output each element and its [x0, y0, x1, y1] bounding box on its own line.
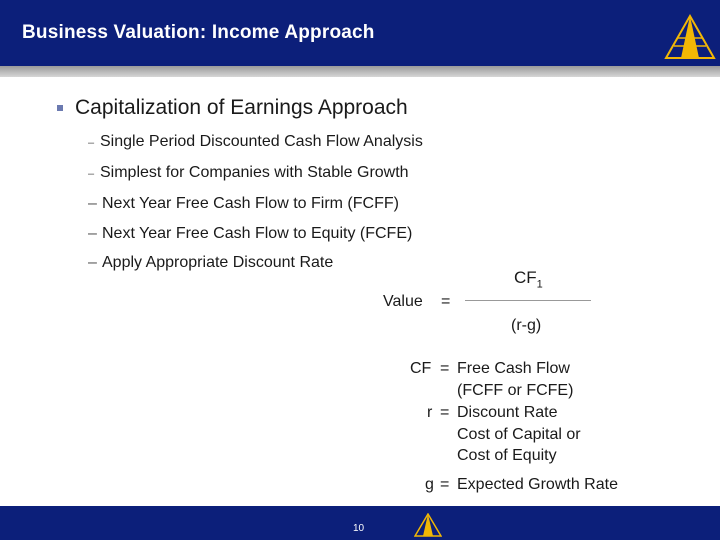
dash-mark: –	[88, 195, 97, 212]
formula-numerator: $CF_1$	[514, 268, 543, 291]
title-bar	[0, 0, 720, 66]
dash-mark: –	[88, 137, 95, 149]
list-item-text: Simplest for Companies with Stable Growth	[100, 164, 409, 181]
bullet-square-icon	[57, 105, 63, 111]
list-item-text: Next Year Free Cash Flow to Firm (FCFF)	[102, 195, 399, 212]
page-number: 10	[353, 523, 365, 534]
definition-equals: =	[440, 476, 450, 493]
main-bullet-text: Capitalization of Earnings Approach	[75, 96, 408, 119]
list-item-text: Single Period Discounted Cash Flow Analysis	[100, 133, 423, 150]
definition-text: Cost of Equity	[457, 447, 557, 464]
list-item-text: Apply Appropriate Discount Rate	[102, 254, 334, 271]
header-divider	[0, 66, 720, 77]
definition-equals: =	[440, 404, 450, 421]
footer-logo-icon	[414, 513, 442, 537]
definition-text: Discount Rate	[457, 404, 558, 421]
list-item-text: Next Year Free Cash Flow to Equity (FCFE)	[102, 225, 413, 242]
formula-denominator: (r-g)	[511, 317, 542, 334]
company-logo-icon	[664, 14, 716, 60]
dash-mark: –	[88, 254, 97, 271]
definition-text: Cost of Capital or	[457, 426, 581, 443]
formula-equals: =	[441, 293, 451, 310]
fraction-bar	[465, 300, 591, 301]
definition-symbol: r	[427, 404, 433, 421]
definition-equals: =	[440, 360, 450, 377]
formula-lhs: Value	[383, 293, 423, 310]
definition-symbol: g	[425, 476, 434, 493]
definition-symbol: CF	[410, 360, 432, 377]
dash-mark: –	[88, 225, 97, 242]
slide-title: Business Valuation: Income Approach	[22, 22, 375, 43]
numerator-subscript: 1	[536, 278, 543, 291]
dash-mark: –	[88, 168, 95, 180]
definition-text: Expected Growth Rate	[457, 476, 618, 493]
definition-text: Free Cash Flow	[457, 360, 570, 377]
definition-text: (FCFF or FCFE)	[457, 382, 574, 399]
